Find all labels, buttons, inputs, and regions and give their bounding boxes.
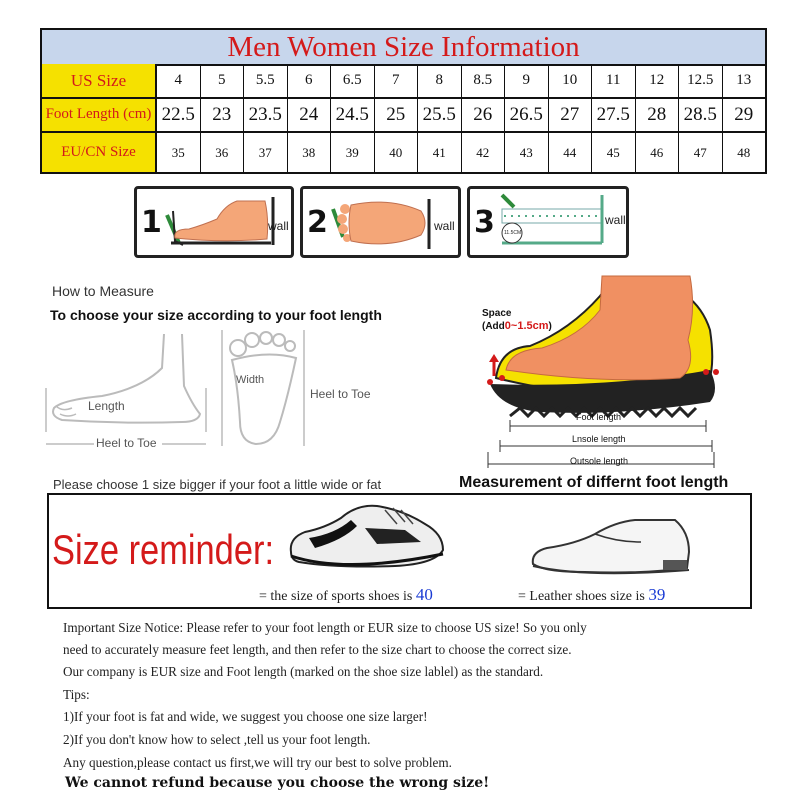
foot-length-cell: 27 xyxy=(549,99,593,131)
space-add-prefix: (Add xyxy=(482,321,505,332)
sports-shoe-icon xyxy=(285,498,450,580)
space-add-text xyxy=(482,320,552,332)
eu-size-cell: 47 xyxy=(679,133,723,172)
foot-length-dimension: Foot length xyxy=(576,412,622,422)
us-size-cell: 11 xyxy=(592,64,636,97)
foot-length-cell: 23.5 xyxy=(244,99,288,131)
us-size-cell: 9 xyxy=(505,64,549,97)
foot-length-cell: 24.5 xyxy=(331,99,375,131)
foot-length-cell: 28.5 xyxy=(679,99,723,131)
us-size-cell: 13 xyxy=(736,72,752,88)
space-add-suffix: ) xyxy=(548,321,552,332)
foot-length-cell: 22.5 xyxy=(157,99,201,131)
step-2-panel xyxy=(300,186,461,258)
step-1-number: 1 xyxy=(141,205,162,240)
foot-length-cell: 27.5 xyxy=(592,99,636,131)
eu-size-cell: 44 xyxy=(549,133,593,172)
us-size-cell: 10 xyxy=(549,64,593,97)
foot-length-row xyxy=(42,99,765,133)
step-1-wall-label: wall xyxy=(268,219,289,233)
eu-size-cell: 43 xyxy=(505,133,549,172)
leather-shoes-label: = Leather shoes size is xyxy=(518,589,645,604)
size-table xyxy=(40,28,767,174)
eu-size-cell: 45 xyxy=(592,133,636,172)
us-size-cell: 8.5 xyxy=(462,64,506,97)
eu-size-row xyxy=(42,133,765,172)
eu-size-cell: 41 xyxy=(418,133,462,172)
insole-length-dimension: Lnsole length xyxy=(572,434,626,444)
foot-length-cell: 26.5 xyxy=(505,99,549,131)
foot-length-cell: 25.5 xyxy=(418,99,462,131)
sports-shoes-size-value: 40 xyxy=(415,585,433,604)
us-size-cell: 5.5 xyxy=(244,64,288,97)
us-size-cell: 6 xyxy=(288,64,332,97)
step-2-wall-label: wall xyxy=(434,219,455,233)
leather-shoe-icon xyxy=(525,512,700,582)
foot-length-cell: 29 xyxy=(734,104,754,125)
foot-length-label: Foot Length (cm) xyxy=(42,99,157,131)
eu-size-cell: 38 xyxy=(288,133,332,172)
sports-shoes-size-text xyxy=(259,585,433,605)
step-3-wall-label: wall xyxy=(605,213,626,227)
us-size-cell: 12 xyxy=(636,64,680,97)
side-heel-to-toe-label: Heel to Toe xyxy=(96,436,157,450)
eu-size-label: EU/CN Size xyxy=(42,133,157,172)
us-size-cell: 7 xyxy=(375,64,419,97)
sports-shoes-label: = the size of sports shoes is xyxy=(259,589,413,604)
us-size-label: US Size xyxy=(42,64,157,97)
us-size-cell: 5 xyxy=(201,64,245,97)
tip-line-1: 1)If your foot is fat and wide, we suggest you choose one size larger! xyxy=(63,709,428,724)
eu-size-cell: 48 xyxy=(737,144,751,160)
size-reminder-title: Size reminder: xyxy=(52,526,275,573)
step-1-panel xyxy=(134,186,294,258)
eu-size-cell: 37 xyxy=(244,133,288,172)
table-title: Men Women Size Information xyxy=(42,30,765,66)
eu-size-cell: 42 xyxy=(462,133,506,172)
foot-top-wall-icon xyxy=(329,195,437,253)
foot-length-cell: 23 xyxy=(201,99,245,131)
eu-size-cell: 46 xyxy=(636,133,680,172)
foot-top-outline-icon xyxy=(218,326,318,454)
eu-size-cell: 39 xyxy=(331,133,375,172)
eu-size-cell: 35 xyxy=(157,133,201,172)
us-size-cell: 12.5 xyxy=(679,64,723,97)
leather-shoes-size-value: 39 xyxy=(648,585,666,604)
outsole-length-dimension: Outsole length xyxy=(570,456,629,466)
notice-line-1: Important Size Notice: Please refer to your foot length or EUR size to choose US size! So you only xyxy=(63,620,587,635)
eu-size-cell: 40 xyxy=(375,133,419,172)
top-heel-to-toe-label: Heel to Toe xyxy=(310,387,371,401)
ruler-wall-icon xyxy=(496,193,608,253)
foot-length-cell: 24 xyxy=(288,99,332,131)
no-refund-warning: We cannot refund because you choose the wrong size! xyxy=(65,775,490,791)
tips-heading: Tips: xyxy=(63,687,90,702)
how-to-measure-title: How to Measure xyxy=(52,283,154,299)
measurement-title: Measurement of differnt foot length xyxy=(459,474,729,491)
foot-side-outline-icon xyxy=(42,328,212,453)
contact-line: Any question,please contact us first,we will try our best to solve problem. xyxy=(63,755,452,770)
foot-length-cell: 26 xyxy=(462,99,506,131)
space-label: Space xyxy=(482,308,512,319)
choose-size-instruction: To choose your size according to your foot length xyxy=(50,307,382,323)
space-add-value: 0~1.5cm xyxy=(504,320,549,332)
leather-shoes-size-text xyxy=(518,585,665,605)
notice-line-2: need to accurately measure feet length, and then refer to the size chart to choose the correct size. xyxy=(63,642,572,657)
step-3-badge: 11.5CM xyxy=(504,230,522,236)
us-size-cell: 4 xyxy=(157,64,201,97)
foot-length-cell: 28 xyxy=(636,99,680,131)
us-size-cell: 8 xyxy=(418,64,462,97)
step-3-panel xyxy=(467,186,629,258)
us-size-row xyxy=(42,64,765,99)
notice-line-3: Our company is EUR size and Foot length (marked on the shoe size lablel) as the standard. xyxy=(63,664,544,679)
bigger-size-note: Please choose 1 size bigger if your foot a little wide or fat xyxy=(53,477,382,492)
top-width-label: Width xyxy=(236,374,265,386)
step-3-number: 3 xyxy=(474,205,495,240)
eu-size-cell: 36 xyxy=(201,133,245,172)
foot-length-cell: 25 xyxy=(375,99,419,131)
side-length-label: Length xyxy=(88,399,125,413)
step-2-number: 2 xyxy=(307,205,328,240)
tip-line-2: 2)If you don't know how to select ,tell us your foot length. xyxy=(63,732,371,747)
us-size-cell: 6.5 xyxy=(331,64,375,97)
